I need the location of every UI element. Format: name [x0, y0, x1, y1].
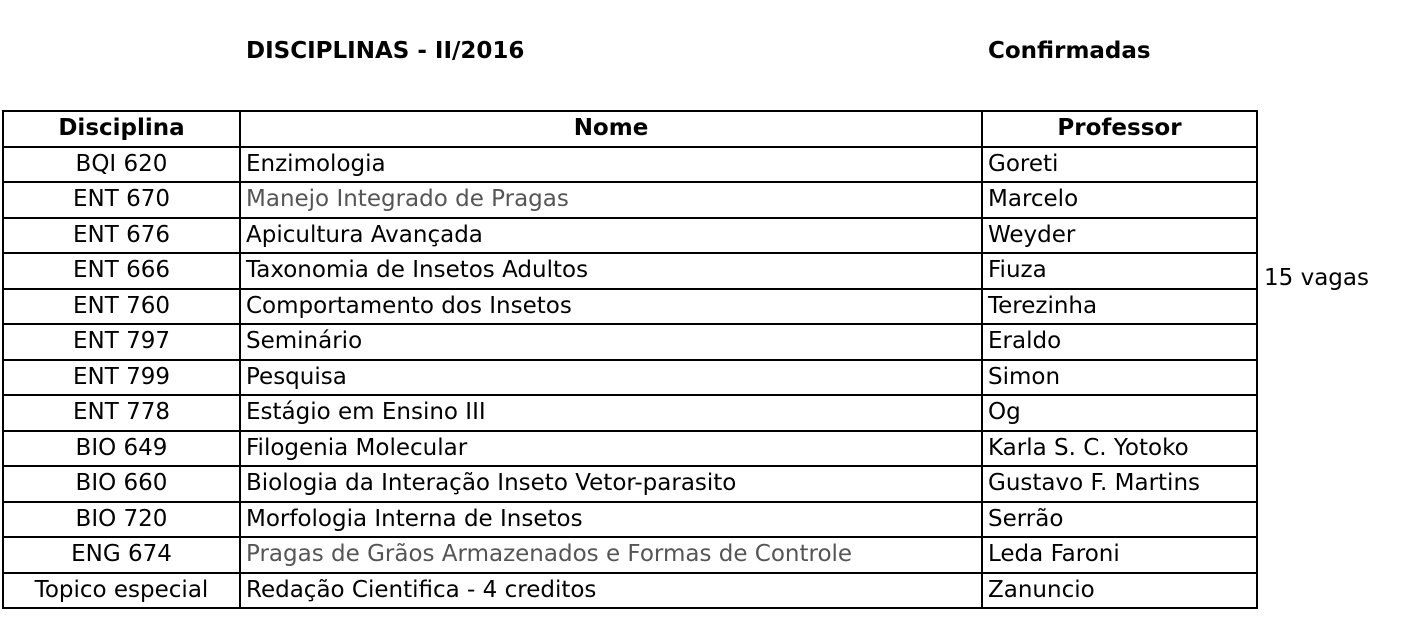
table-row: [3, 360, 1257, 396]
course-professor: Serrão: [982, 502, 1257, 538]
table-row: [3, 431, 1257, 467]
course-code: ENT 760: [3, 289, 240, 325]
table-row: [3, 324, 1257, 360]
course-name: Enzimologia: [240, 147, 982, 183]
course-name: Redação Cientifica - 4 creditos: [240, 573, 982, 609]
course-code: BQI 620: [3, 147, 240, 183]
table-row: [3, 253, 1257, 289]
column-header-professor: Professor: [982, 111, 1257, 147]
course-name: Seminário: [240, 324, 982, 360]
course-name: Comportamento dos Insetos: [240, 289, 982, 325]
table-row: [3, 537, 1257, 573]
course-code: ENT 778: [3, 395, 240, 431]
course-professor: Weyder: [982, 218, 1257, 254]
course-professor: Marcelo: [982, 182, 1257, 218]
course-name: Biologia da Interação Inseto Vetor-parasito: [240, 466, 982, 502]
header-row: [3, 111, 1257, 147]
course-professor: Simon: [982, 360, 1257, 396]
course-professor: Karla S. C. Yotoko: [982, 431, 1257, 467]
course-code: BIO 720: [3, 502, 240, 538]
course-code: ENT 799: [3, 360, 240, 396]
course-code: ENT 797: [3, 324, 240, 360]
course-code: BIO 660: [3, 466, 240, 502]
vacancies-note: 15 vagas: [1264, 265, 1369, 291]
table-row: [3, 395, 1257, 431]
course-professor: Terezinha: [982, 289, 1257, 325]
column-header-nome: Nome: [240, 111, 982, 147]
course-code: BIO 649: [3, 431, 240, 467]
course-professor: Leda Faroni: [982, 537, 1257, 573]
course-code: ENT 676: [3, 218, 240, 254]
course-professor: Og: [982, 395, 1257, 431]
course-name: Manejo Integrado de Pragas: [240, 182, 982, 218]
table-row: [3, 573, 1257, 609]
course-professor: Fiuza: [982, 253, 1257, 289]
course-name: Apicultura Avançada: [240, 218, 982, 254]
course-code: Topico especial: [3, 573, 240, 609]
course-professor: Goreti: [982, 147, 1257, 183]
course-name: Morfologia Interna de Insetos: [240, 502, 982, 538]
page-title: DISCIPLINAS - II/2016: [246, 38, 525, 64]
course-professor: Gustavo F. Martins: [982, 466, 1257, 502]
course-name: Pesquisa: [240, 360, 982, 396]
course-name: Pragas de Grãos Armazenados e Formas de Controle: [240, 537, 982, 573]
course-code: ENG 674: [3, 537, 240, 573]
course-professor: Eraldo: [982, 324, 1257, 360]
table-row: [3, 218, 1257, 254]
course-name: Estágio em Ensino III: [240, 395, 982, 431]
status-heading: Confirmadas: [988, 38, 1151, 64]
table-row: [3, 502, 1257, 538]
table-row: [3, 182, 1257, 218]
table-row: [3, 289, 1257, 325]
course-code: ENT 670: [3, 182, 240, 218]
course-code: ENT 666: [3, 253, 240, 289]
course-professor: Zanuncio: [982, 573, 1257, 609]
column-header-disciplina: Disciplina: [3, 111, 240, 147]
disciplines-table: [2, 110, 1258, 609]
table-row: [3, 147, 1257, 183]
course-name: Taxonomia de Insetos Adultos: [240, 253, 982, 289]
table-row: [3, 466, 1257, 502]
course-name: Filogenia Molecular: [240, 431, 982, 467]
